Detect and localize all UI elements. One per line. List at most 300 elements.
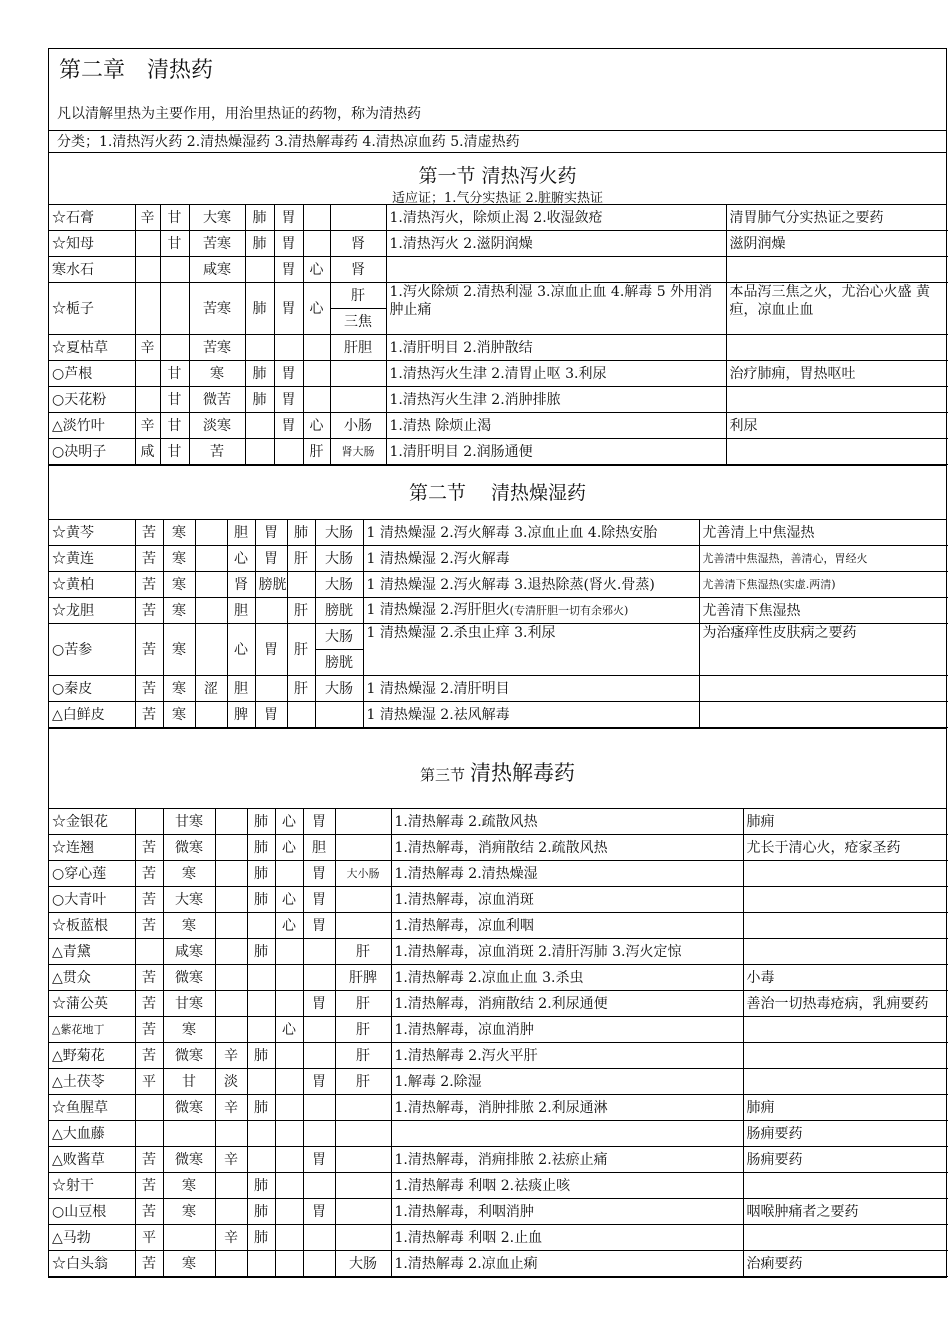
property-cell: 三焦 bbox=[330, 309, 386, 335]
herb-name-cell: ○苦参 bbox=[49, 624, 135, 676]
property-cell: 寒 bbox=[163, 624, 195, 676]
property-cell: 微寒 bbox=[163, 965, 215, 991]
property-cell: 肺 bbox=[247, 1199, 275, 1225]
property-cell bbox=[160, 335, 189, 361]
herb-name-cell: △淡竹叶 bbox=[49, 413, 135, 439]
remark-cell bbox=[726, 257, 948, 283]
herb-name-cell: ○山豆根 bbox=[49, 1199, 135, 1225]
efficacy-text: 1 清热燥湿 2.泻肝胆火 bbox=[366, 602, 510, 618]
herb-name-cell: ☆蒲公英 bbox=[49, 991, 135, 1017]
herb-name-cell: ☆黄连 bbox=[49, 546, 135, 572]
table-row bbox=[49, 1147, 948, 1173]
efficacy-cell: 1 清热燥湿 2.泻火解毒 3.退热除蒸(肾火.骨蒸) bbox=[363, 572, 699, 598]
section-3-table bbox=[49, 809, 948, 1277]
efficacy-cell bbox=[386, 257, 726, 283]
herb-name-cell: ☆龙胆 bbox=[49, 598, 135, 624]
efficacy-cell: 1.清热解毒 利咽 2.止血 bbox=[391, 1225, 743, 1251]
property-cell: 咸寒 bbox=[163, 939, 215, 965]
remark-cell: 本品泻三焦之火，尤治心火盛 黄疸，凉血止血 bbox=[726, 283, 948, 335]
property-cell bbox=[303, 939, 335, 965]
property-cell: 平 bbox=[135, 1225, 163, 1251]
property-cell: 寒 bbox=[163, 1199, 215, 1225]
property-cell: 肝 bbox=[335, 1069, 391, 1095]
property-cell: 辛 bbox=[135, 335, 160, 361]
table-row bbox=[49, 598, 948, 624]
property-cell: 膀胱 bbox=[255, 572, 287, 598]
property-cell bbox=[335, 913, 391, 939]
property-cell: 苦 bbox=[135, 546, 163, 572]
property-cell bbox=[335, 1199, 391, 1225]
property-cell: 肺 bbox=[247, 887, 275, 913]
remark-cell: 肺痈 bbox=[743, 809, 948, 835]
property-cell: 苦 bbox=[135, 624, 163, 676]
property-cell: 胃 bbox=[303, 887, 335, 913]
property-cell: 心 bbox=[275, 809, 303, 835]
property-cell bbox=[163, 1121, 215, 1147]
efficacy-cell: 1.清热解毒，消肿排脓 2.利尿通淋 bbox=[391, 1095, 743, 1121]
property-cell: 肺 bbox=[245, 283, 274, 335]
efficacy-cell: 1.清热解毒，凉血消斑 bbox=[391, 887, 743, 913]
property-cell bbox=[303, 1173, 335, 1199]
property-cell: 寒 bbox=[163, 913, 215, 939]
property-cell: 胃 bbox=[303, 913, 335, 939]
remark-cell: 治痢要药 bbox=[743, 1251, 948, 1277]
property-cell: 胃 bbox=[274, 413, 303, 439]
property-cell bbox=[303, 205, 330, 231]
remark-cell bbox=[743, 1017, 948, 1043]
property-cell bbox=[247, 965, 275, 991]
table-row bbox=[49, 1043, 948, 1069]
property-cell bbox=[215, 887, 247, 913]
table-row bbox=[49, 572, 948, 598]
property-cell bbox=[135, 257, 160, 283]
efficacy-cell bbox=[363, 598, 699, 624]
property-cell: 甘 bbox=[160, 231, 189, 257]
property-cell bbox=[275, 1251, 303, 1277]
section-1-table bbox=[49, 205, 946, 466]
property-cell bbox=[303, 1017, 335, 1043]
property-cell: 大小肠 bbox=[335, 861, 391, 887]
herb-name-cell: △贯众 bbox=[49, 965, 135, 991]
property-cell: 苦 bbox=[135, 1043, 163, 1069]
property-cell: 甘寒 bbox=[163, 991, 215, 1017]
property-cell: 肾 bbox=[330, 257, 386, 283]
property-cell: 寒 bbox=[163, 1017, 215, 1043]
herb-name-cell: 寒水石 bbox=[49, 257, 135, 283]
efficacy-cell: 1 清热燥湿 2.祛风解毒 bbox=[363, 702, 699, 728]
table-row bbox=[49, 835, 948, 861]
herb-name-cell: ☆金银花 bbox=[49, 809, 135, 835]
property-cell: 膀胱 bbox=[315, 598, 363, 624]
property-cell bbox=[315, 702, 363, 728]
remark-cell bbox=[699, 676, 948, 702]
property-cell bbox=[255, 676, 287, 702]
herb-name-cell: ☆黄柏 bbox=[49, 572, 135, 598]
property-cell: 辛 bbox=[215, 1225, 247, 1251]
property-cell bbox=[335, 1095, 391, 1121]
property-cell: 涩 bbox=[195, 676, 227, 702]
table-row bbox=[49, 809, 948, 835]
property-cell: 甘寒 bbox=[163, 809, 215, 835]
property-cell bbox=[245, 335, 274, 361]
property-cell bbox=[274, 439, 303, 465]
property-cell: 甘 bbox=[160, 361, 189, 387]
table-row bbox=[49, 991, 948, 1017]
remark-cell: 治疗肺痈，胃热呕吐 bbox=[726, 361, 948, 387]
property-cell: 肝 bbox=[335, 991, 391, 1017]
efficacy-cell: 1.清热解毒，凉血消斑 2.清肝泻肺 3.泻火定惊 bbox=[391, 939, 743, 965]
table-row bbox=[49, 1173, 948, 1199]
table-row bbox=[49, 1069, 948, 1095]
property-cell: 肺 bbox=[245, 231, 274, 257]
remark-cell bbox=[699, 702, 948, 728]
property-cell bbox=[195, 702, 227, 728]
property-cell bbox=[135, 1121, 163, 1147]
property-cell: 寒 bbox=[163, 1251, 215, 1277]
table-row bbox=[49, 1225, 948, 1251]
property-cell bbox=[303, 1095, 335, 1121]
property-cell: 苦寒 bbox=[189, 231, 245, 257]
property-cell: 苦 bbox=[135, 676, 163, 702]
property-cell: 苦 bbox=[135, 572, 163, 598]
property-cell: 肾大肠 bbox=[330, 439, 386, 465]
property-cell: 寒 bbox=[163, 1173, 215, 1199]
efficacy-cell: 1.清热泻火生津 2.消肿排脓 bbox=[386, 387, 726, 413]
property-cell: 微寒 bbox=[163, 1147, 215, 1173]
property-cell: 大寒 bbox=[189, 205, 245, 231]
property-cell bbox=[215, 1017, 247, 1043]
herb-name-cell: △马勃 bbox=[49, 1225, 135, 1251]
property-cell bbox=[135, 231, 160, 257]
property-cell: 心 bbox=[275, 913, 303, 939]
efficacy-cell: 1.清热解毒，消痈散结 2.利尿通便 bbox=[391, 991, 743, 1017]
property-cell bbox=[195, 546, 227, 572]
property-cell: 甘 bbox=[163, 1069, 215, 1095]
property-cell bbox=[247, 1251, 275, 1277]
table-row bbox=[49, 335, 948, 361]
property-cell: 微寒 bbox=[163, 835, 215, 861]
property-cell: 微寒 bbox=[163, 1043, 215, 1069]
efficacy-cell: 1 清热燥湿 2.清肝明目 bbox=[363, 676, 699, 702]
property-cell: 苦寒 bbox=[189, 283, 245, 335]
property-cell bbox=[335, 887, 391, 913]
efficacy-cell: 1.清热解毒，消痈散结 2.疏散风热 bbox=[391, 835, 743, 861]
herb-name-cell: △土茯苓 bbox=[49, 1069, 135, 1095]
property-cell bbox=[275, 1173, 303, 1199]
property-cell bbox=[275, 1069, 303, 1095]
property-cell: 胆 bbox=[227, 520, 255, 546]
herb-name-cell: ○大青叶 bbox=[49, 887, 135, 913]
property-cell: 心 bbox=[303, 257, 330, 283]
property-cell: 肝胆 bbox=[330, 335, 386, 361]
property-cell bbox=[215, 809, 247, 835]
table-row bbox=[49, 702, 948, 728]
property-cell bbox=[275, 1121, 303, 1147]
property-cell: 苦 bbox=[135, 1199, 163, 1225]
remark-cell bbox=[743, 913, 948, 939]
herb-name-cell: ☆知母 bbox=[49, 231, 135, 257]
property-cell: 肺 bbox=[247, 1225, 275, 1251]
efficacy-note-small: (专清肝胆一切有余邪火) bbox=[509, 604, 629, 617]
section-1-title: 第一节 清热泻火药 bbox=[418, 165, 577, 187]
property-cell bbox=[275, 1147, 303, 1173]
efficacy-cell: 1.清热泻火生津 2.清胃止呕 3.利尿 bbox=[386, 361, 726, 387]
property-cell: 苦 bbox=[135, 702, 163, 728]
property-cell bbox=[215, 1199, 247, 1225]
remark-cell: 尤善清上中焦湿热 bbox=[699, 520, 948, 546]
property-cell bbox=[303, 1043, 335, 1069]
property-cell: 苦 bbox=[135, 1251, 163, 1277]
property-cell: 甘 bbox=[160, 205, 189, 231]
remark-cell bbox=[726, 335, 948, 361]
table-row bbox=[49, 439, 948, 465]
property-cell bbox=[135, 361, 160, 387]
property-cell: 胃 bbox=[303, 1147, 335, 1173]
property-cell: 胃 bbox=[255, 546, 287, 572]
property-cell bbox=[135, 809, 163, 835]
property-cell: 心 bbox=[303, 413, 330, 439]
efficacy-cell: 1.清热解毒 2.凉血止血 3.杀虫 bbox=[391, 965, 743, 991]
property-cell bbox=[215, 861, 247, 887]
property-cell: 大寒 bbox=[163, 887, 215, 913]
remark-cell bbox=[743, 1225, 948, 1251]
property-cell bbox=[247, 1069, 275, 1095]
table-row bbox=[49, 257, 948, 283]
efficacy-cell: 1.清热 除烦止渴 bbox=[386, 413, 726, 439]
property-cell: 胃 bbox=[255, 702, 287, 728]
remark-cell: 尤善清下焦湿热 bbox=[699, 598, 948, 624]
property-cell: 淡 bbox=[215, 1069, 247, 1095]
property-cell: 苦 bbox=[135, 598, 163, 624]
property-cell: 肺 bbox=[247, 809, 275, 835]
property-cell bbox=[247, 1147, 275, 1173]
property-cell: 膀胱 bbox=[315, 650, 363, 676]
property-cell: 心 bbox=[227, 624, 255, 676]
property-cell bbox=[245, 439, 274, 465]
herb-name-cell: △大血藤 bbox=[49, 1121, 135, 1147]
property-cell bbox=[135, 387, 160, 413]
efficacy-cell: 1.清热解毒 2.凉血止痢 bbox=[391, 1251, 743, 1277]
chapter-header bbox=[49, 49, 946, 131]
efficacy-cell: 1 清热燥湿 2.泻火解毒 bbox=[363, 546, 699, 572]
table-row bbox=[49, 520, 948, 546]
property-cell bbox=[275, 1199, 303, 1225]
property-cell: 肺 bbox=[247, 939, 275, 965]
property-cell: 肝 bbox=[287, 598, 315, 624]
property-cell bbox=[247, 913, 275, 939]
efficacy-cell: 1.清热解毒 利咽 2.祛痰止咳 bbox=[391, 1173, 743, 1199]
efficacy-cell: 1.解毒 2.除湿 bbox=[391, 1069, 743, 1095]
property-cell bbox=[275, 1095, 303, 1121]
chapter-definition: 凡以清解里热为主要作用，用治里热证的药物，称为清热药 bbox=[57, 106, 421, 122]
table-row bbox=[49, 1095, 948, 1121]
property-cell: 胆 bbox=[227, 598, 255, 624]
remark-cell bbox=[743, 861, 948, 887]
property-cell bbox=[245, 257, 274, 283]
property-cell: 胃 bbox=[274, 283, 303, 335]
property-cell bbox=[287, 702, 315, 728]
property-cell bbox=[303, 965, 335, 991]
property-cell: 苦 bbox=[189, 439, 245, 465]
efficacy-cell bbox=[391, 1121, 743, 1147]
property-cell bbox=[135, 1095, 163, 1121]
property-cell: 胃 bbox=[274, 257, 303, 283]
herb-name-cell: ○穿心莲 bbox=[49, 861, 135, 887]
property-cell: 苦 bbox=[135, 861, 163, 887]
remark-cell: 肠痈要药 bbox=[743, 1147, 948, 1173]
remark-cell: 清胃肺气分实热证之要药 bbox=[726, 205, 948, 231]
property-cell: 辛 bbox=[215, 1095, 247, 1121]
herb-name-cell: △败酱草 bbox=[49, 1147, 135, 1173]
property-cell: 咸 bbox=[135, 439, 160, 465]
property-cell: 辛 bbox=[215, 1043, 247, 1069]
remark-cell: 肺痈 bbox=[743, 1095, 948, 1121]
remark-cell: 尤长于清心火，疮家圣药 bbox=[743, 835, 948, 861]
remark-cell: 善治一切热毒疮病，乳痈要药 bbox=[743, 991, 948, 1017]
property-cell: 平 bbox=[135, 1069, 163, 1095]
property-cell: 胃 bbox=[255, 520, 287, 546]
property-cell: 肾 bbox=[330, 231, 386, 257]
herb-name-cell: ☆射干 bbox=[49, 1173, 135, 1199]
property-cell: 苦 bbox=[135, 835, 163, 861]
property-cell: 苦 bbox=[135, 1017, 163, 1043]
property-cell: 大肠 bbox=[315, 520, 363, 546]
property-cell bbox=[135, 283, 160, 335]
property-cell: 胃 bbox=[303, 991, 335, 1017]
property-cell bbox=[275, 1043, 303, 1069]
property-cell bbox=[135, 939, 163, 965]
property-cell: 胃 bbox=[303, 861, 335, 887]
property-cell bbox=[287, 572, 315, 598]
property-cell: 寒 bbox=[163, 702, 195, 728]
section-1-indication: 适应证；1.气分实热证 2.脏腑实热证 bbox=[392, 191, 603, 206]
property-cell: 肾 bbox=[227, 572, 255, 598]
property-cell bbox=[303, 1225, 335, 1251]
herb-name-cell: ○天花粉 bbox=[49, 387, 135, 413]
section-2-table bbox=[49, 520, 946, 729]
property-cell bbox=[303, 361, 330, 387]
property-cell: 苦 bbox=[135, 991, 163, 1017]
herb-name-cell: △青黛 bbox=[49, 939, 135, 965]
table-row bbox=[49, 965, 948, 991]
property-cell bbox=[215, 939, 247, 965]
property-cell: 肝 bbox=[287, 624, 315, 676]
property-cell bbox=[215, 1121, 247, 1147]
efficacy-cell: 1.清热泻火 2.滋阴润燥 bbox=[386, 231, 726, 257]
section-1-header bbox=[49, 153, 946, 205]
efficacy-cell: 1.清热解毒，消痈排脓 2.祛瘀止痛 bbox=[391, 1147, 743, 1173]
table-row bbox=[49, 283, 948, 309]
remark-cell: 尤善清下焦湿热(实虚.两清) bbox=[699, 572, 948, 598]
property-cell: 苦寒 bbox=[189, 335, 245, 361]
property-cell: 肝 bbox=[287, 546, 315, 572]
table-row bbox=[49, 1199, 948, 1225]
herb-name-cell: ☆栀子 bbox=[49, 283, 135, 335]
property-cell: 心 bbox=[275, 835, 303, 861]
property-cell: 寒 bbox=[163, 546, 195, 572]
property-cell: 肝脾 bbox=[335, 965, 391, 991]
property-cell bbox=[303, 387, 330, 413]
property-cell: 苦 bbox=[135, 520, 163, 546]
table-row bbox=[49, 861, 948, 887]
property-cell: 肝 bbox=[287, 676, 315, 702]
property-cell: 大肠 bbox=[315, 546, 363, 572]
property-cell bbox=[247, 991, 275, 1017]
property-cell bbox=[195, 598, 227, 624]
efficacy-cell: 1 清热燥湿 2.泻火解毒 3.凉血止血 4.除热安胎 bbox=[363, 520, 699, 546]
property-cell: 大肠 bbox=[315, 572, 363, 598]
property-cell bbox=[215, 913, 247, 939]
property-cell: 胆 bbox=[227, 676, 255, 702]
property-cell: 寒 bbox=[163, 572, 195, 598]
property-cell: 心 bbox=[275, 1017, 303, 1043]
property-cell: 辛 bbox=[135, 205, 160, 231]
efficacy-cell: 1.清热解毒，凉血消肿 bbox=[391, 1017, 743, 1043]
property-cell: 肺 bbox=[245, 361, 274, 387]
table-row bbox=[49, 624, 948, 650]
property-cell: 胃 bbox=[303, 1199, 335, 1225]
property-cell: 甘 bbox=[160, 439, 189, 465]
property-cell: 肺 bbox=[247, 1095, 275, 1121]
property-cell bbox=[215, 835, 247, 861]
property-cell bbox=[335, 1173, 391, 1199]
property-cell: 甘 bbox=[160, 387, 189, 413]
section-2-title: 第二节 清热燥湿药 bbox=[49, 466, 946, 520]
property-cell bbox=[195, 624, 227, 676]
property-cell bbox=[215, 991, 247, 1017]
herb-name-cell: ☆夏枯草 bbox=[49, 335, 135, 361]
property-cell bbox=[247, 1121, 275, 1147]
remark-cell bbox=[743, 1173, 948, 1199]
property-cell: 苦 bbox=[135, 887, 163, 913]
property-cell: 微苦 bbox=[189, 387, 245, 413]
property-cell bbox=[275, 861, 303, 887]
property-cell: 心 bbox=[275, 887, 303, 913]
remark-cell bbox=[726, 439, 948, 465]
herb-name-cell: △紫花地丁 bbox=[49, 1017, 135, 1043]
herb-name-cell: ☆石膏 bbox=[49, 205, 135, 231]
property-cell: 肝 bbox=[330, 283, 386, 309]
property-cell: 苦 bbox=[135, 965, 163, 991]
property-cell: 肺 bbox=[245, 387, 274, 413]
herb-name-cell: ○决明子 bbox=[49, 439, 135, 465]
efficacy-cell: 1.清热泻火，除烦止渴 2.收湿敛疮 bbox=[386, 205, 726, 231]
property-cell: 胃 bbox=[274, 205, 303, 231]
table-row bbox=[49, 413, 948, 439]
property-cell bbox=[160, 257, 189, 283]
property-cell: 胃 bbox=[303, 809, 335, 835]
property-cell bbox=[303, 231, 330, 257]
property-cell: 小肠 bbox=[330, 413, 386, 439]
property-cell bbox=[215, 1173, 247, 1199]
property-cell bbox=[255, 598, 287, 624]
property-cell: 大肠 bbox=[315, 676, 363, 702]
property-cell: 脾 bbox=[227, 702, 255, 728]
property-cell: 微寒 bbox=[163, 1095, 215, 1121]
property-cell bbox=[275, 991, 303, 1017]
property-cell bbox=[335, 809, 391, 835]
property-cell: 肺 bbox=[247, 835, 275, 861]
property-cell bbox=[195, 520, 227, 546]
property-cell: 肺 bbox=[245, 205, 274, 231]
remark-cell bbox=[743, 1069, 948, 1095]
property-cell bbox=[215, 1251, 247, 1277]
property-cell: 胃 bbox=[274, 361, 303, 387]
property-cell: 淡寒 bbox=[189, 413, 245, 439]
table-row bbox=[49, 387, 948, 413]
section-3-title: 清热解毒药 bbox=[470, 761, 576, 785]
property-cell bbox=[195, 572, 227, 598]
